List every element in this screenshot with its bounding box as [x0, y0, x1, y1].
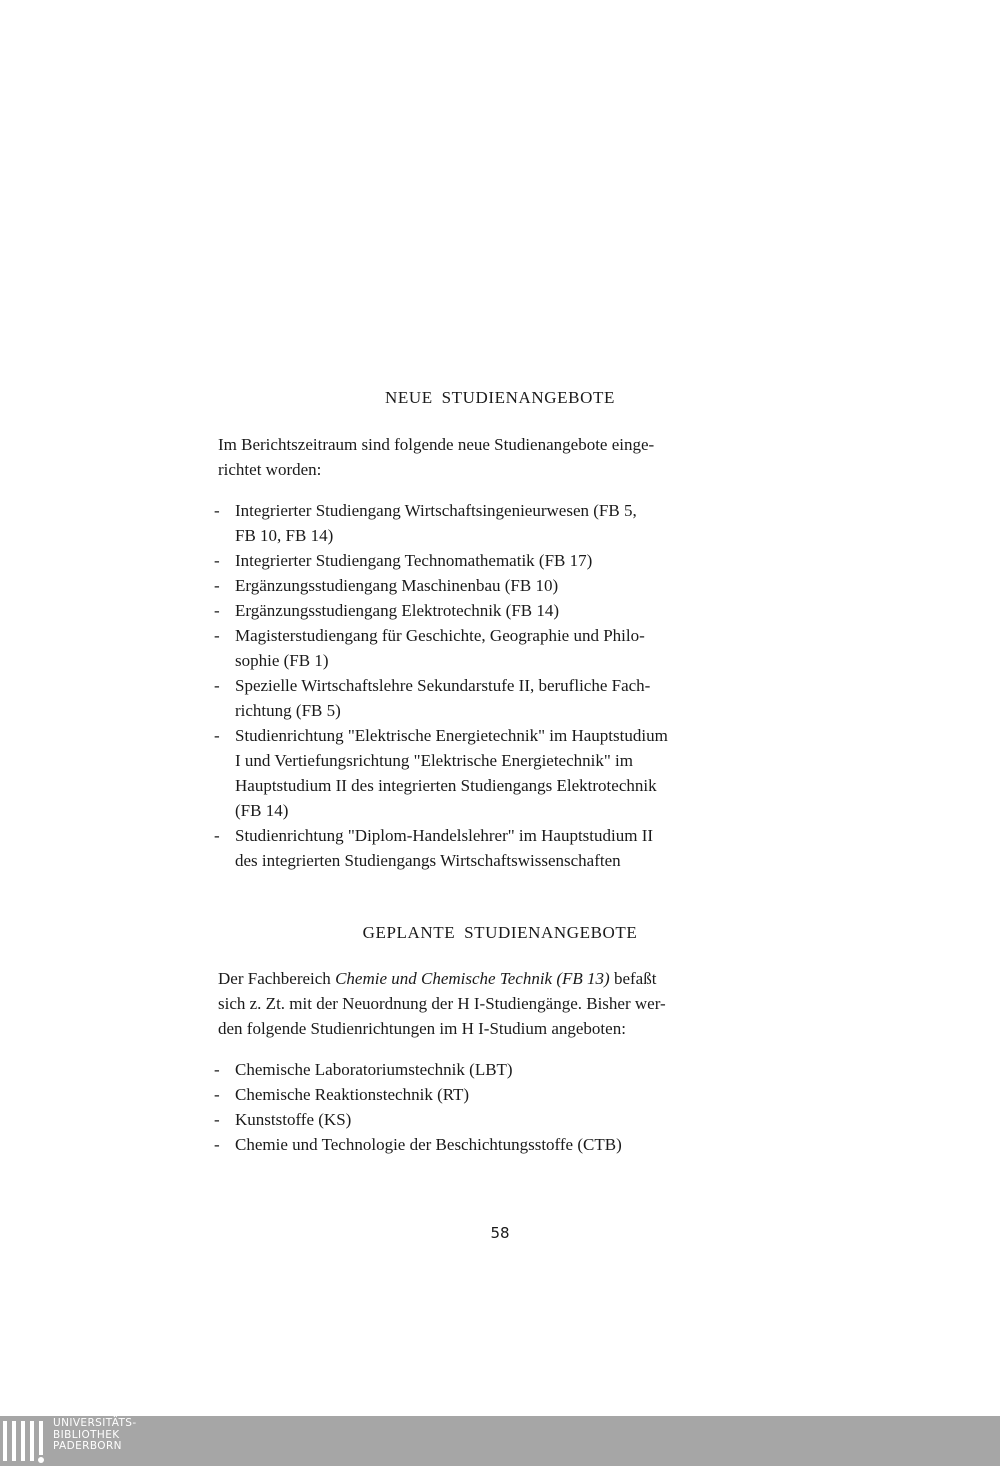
list-item-line: Hauptstudium II des integrierten Studiengangs Elektrotechnik	[235, 776, 657, 795]
list-item-line: Chemie und Technologie der Beschichtungsstoffe (CTB)	[235, 1135, 622, 1154]
paragraph-line	[218, 966, 718, 991]
list-item	[214, 573, 714, 598]
list-item	[214, 498, 714, 548]
list-item-line: Ergänzungsstudiengang Elektrotechnik (FB 14)	[235, 601, 560, 620]
list-dash: -	[214, 726, 220, 745]
list-item	[214, 1107, 714, 1132]
paragraph-line: den folgende Studienrichtungen im H I-Studium angeboten:	[218, 1019, 626, 1038]
page-number: 58	[490, 1224, 510, 1242]
paragraph-line: richtet worden:	[218, 460, 322, 479]
list-item-line: des integrierten Studiengangs Wirtschaftswissenschaften	[235, 851, 621, 870]
library-footer-bar	[0, 1416, 1000, 1466]
library-name-line: PADERBORN	[53, 1440, 122, 1452]
list-item	[214, 548, 714, 573]
list-item	[214, 623, 714, 673]
list-dash: -	[214, 551, 220, 570]
list-item-line: Chemische Laboratoriumstechnik (LBT)	[235, 1060, 513, 1079]
list-item-line: sophie (FB 1)	[235, 651, 329, 670]
intro-paragraph-planned-programs	[218, 966, 718, 1041]
list-item	[214, 723, 714, 823]
list-item	[214, 1132, 714, 1157]
list-dash: -	[214, 501, 220, 520]
paragraph-line: sich z. Zt. mit der Neuordnung der H I-Studiengänge. Bisher wer-	[218, 994, 666, 1013]
list-dash: -	[214, 576, 220, 595]
list-item-line: FB 10, FB 14)	[235, 526, 334, 545]
text-segment: befaßt	[609, 969, 657, 988]
faculty-name-italic: Chemie und Chemische Technik (FB 13)	[335, 969, 610, 988]
list-item	[214, 598, 714, 623]
intro-paragraph-new-programs	[218, 432, 718, 482]
list-item	[214, 823, 714, 873]
list-item-line: Chemische Reaktionstechnik (RT)	[235, 1085, 470, 1104]
list-item-line: Ergänzungsstudiengang Maschinenbau (FB 10)	[235, 576, 559, 595]
text-segment: Der Fachbereich	[218, 969, 336, 988]
list-dash: -	[214, 676, 220, 695]
list-dash: -	[214, 601, 220, 620]
list-dash: -	[214, 1060, 220, 1079]
new-programs-list	[214, 498, 714, 873]
library-logo-icon	[3, 1418, 47, 1464]
section-heading-planned-programs: GEPLANTE STUDIENANGEBOTE	[362, 923, 638, 942]
list-item-line: Studienrichtung "Diplom-Handelslehrer" im Hauptstudium II	[235, 826, 654, 845]
library-name-line: BIBLIOTHEK	[53, 1428, 120, 1441]
list-item	[214, 673, 714, 723]
list-item-line: Integrierter Studiengang Technomathematik (FB 17)	[235, 551, 593, 570]
library-name-line: UNIVERSITÄTS-	[53, 1417, 137, 1429]
list-item-line: Spezielle Wirtschaftslehre Sekundarstufe II, berufliche Fach-	[235, 676, 651, 695]
list-item-line: (FB 14)	[235, 801, 289, 820]
list-dash: -	[214, 1085, 220, 1104]
paragraph-line: Im Berichtszeitraum sind folgende neue Studienangebote einge-	[218, 435, 655, 454]
list-dash: -	[214, 1110, 220, 1129]
list-dash: -	[214, 626, 220, 645]
list-item-line: richtung (FB 5)	[235, 701, 341, 720]
section-heading-new-programs: NEUE STUDIENANGEBOTE	[385, 388, 615, 407]
list-item-line: Studienrichtung "Elektrische Energietechnik" im Hauptstudium	[235, 726, 668, 745]
list-dash: -	[214, 826, 220, 845]
list-item-line: Kunststoffe (KS)	[235, 1110, 352, 1129]
list-dash: -	[214, 1135, 220, 1154]
list-item-line: Magisterstudiengang für Geschichte, Geographie und Philo-	[235, 626, 645, 645]
planned-programs-list	[214, 1057, 714, 1157]
list-item-line: Integrierter Studiengang Wirtschaftsingenieurwesen (FB 5,	[235, 501, 637, 520]
library-name	[53, 1418, 137, 1453]
list-item	[214, 1057, 714, 1082]
list-item	[214, 1082, 714, 1107]
list-item-line: I und Vertiefungsrichtung "Elektrische Energietechnik" im	[235, 751, 634, 770]
